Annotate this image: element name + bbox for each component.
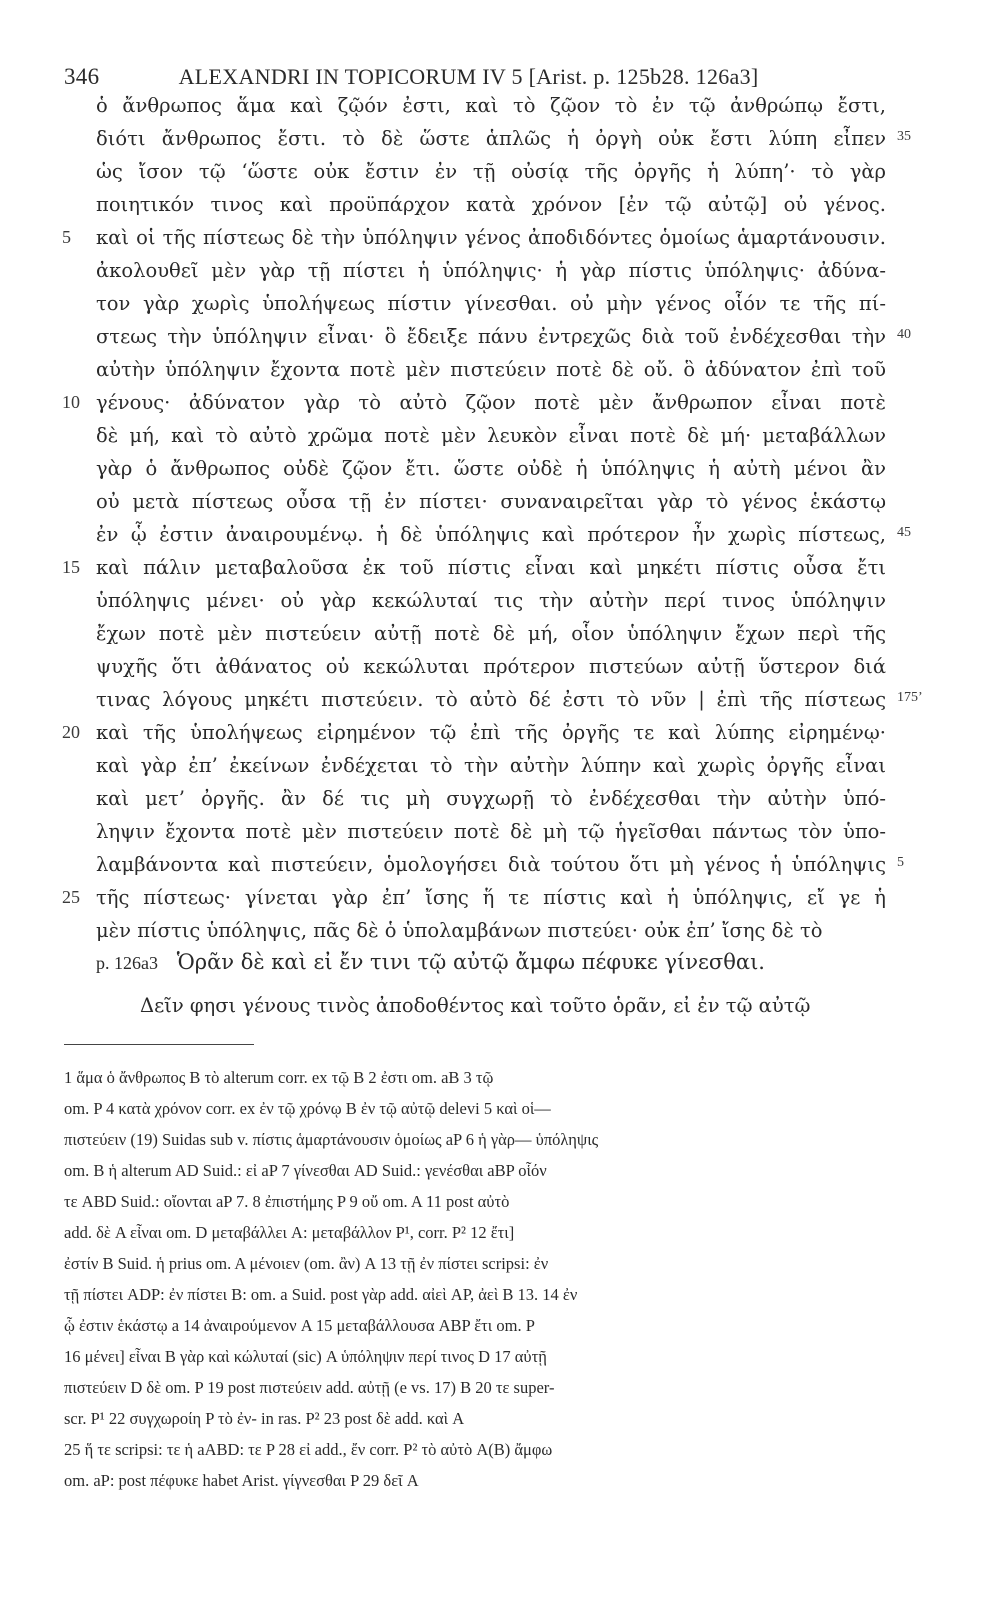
text-line: στεως τὴν ὑπόληψιν εἶναι· ὃ ἔδειξε πάνυ ἐντρεχῶς διὰ τοῦ ἐνδέχεσθαι τὴν [96, 325, 886, 348]
lemma-reference: p. 126a3 [96, 953, 158, 973]
text-line: διότι ἄνθρωπος ἔστι. τὸ δὲ ὥστε ἁπλῶς ἡ ὀργὴ οὐκ ἔστι λύπη εἶπεν [96, 127, 886, 150]
text-line: δὲ μή, καὶ τὸ αὐτὸ χρῶμα ποτὲ μὲν λευκὸν εἶναι ποτὲ δὲ μή· μεταβάλλων [96, 424, 886, 447]
page-number: 346 [64, 64, 100, 89]
margin-number: 45 [897, 525, 911, 540]
text-line: ὁ ἄνθρωπος ἅμα καὶ ζῷόν ἐστι, καὶ τὸ ζῷον τὸ ἐν τῷ ἀνθρώπῳ ἔστι, [96, 94, 886, 117]
margin-number: 40 [897, 327, 911, 342]
text-line: λαμβάνοντα καὶ πιστεύειν, ὁμολογήσει διὰ τούτου ὅτι μὴ γένος ἡ ὑπόληψις [96, 853, 886, 876]
text-line: ληψιν ἔχοντα ποτὲ μὲν πιστεύειν ποτὲ δὲ μὴ τῷ ἡγεῖσθαι πάντως τὸν ὑπο- [96, 820, 886, 843]
apparatus-line: τῇ πίστει ADP: ἐν πίστει B: om. a Suid. post γὰρ add. αἰεὶ AP, ἀεὶ B 13. 14 ἐν [64, 1285, 578, 1304]
text-line: τινας λόγους μηκέτι πιστεύειν. τὸ αὐτὸ δέ ἐστι τὸ νῦν | ἐπὶ τῆς πίστεως [96, 688, 886, 711]
apparatus-line: om. aP: post πέφυκε habet Arist. γίγνεσθαι P 29 δεῖ A [64, 1471, 419, 1490]
text-line: καὶ τῆς ὑπολήψεως εἰρημένον τῷ ἐπὶ τῆς ὀργῆς τε καὶ λύπης εἰρημένῳ· [96, 721, 886, 744]
text-line: καὶ γὰρ ἐπ’ ἐκείνων ἐνδέχεται τὸ τὴν αὐτὴν λύπην καὶ χωρὶς ὀργῆς εἶναι [96, 754, 886, 777]
text-line: ποιητικόν τινος καὶ προϋπάρχον κατὰ χρόνον [ἐν τῷ αὐτῷ] οὐ γένος. [96, 193, 886, 216]
text-line: γένους· ἀδύνατον γὰρ τὸ αὐτὸ ζῷον ποτὲ μὲν ἄνθρωπον εἶναι ποτὲ [96, 391, 886, 414]
text-line: ὑπόληψις μένει· οὐ γὰρ κεκώλυταί τις τὴν αὐτὴν περί τινος ὑπόληψιν [96, 589, 886, 612]
text-line: μὲν πίστις ὑπόληψις, πᾶς δὲ ὁ ὑπολαμβάνων πιστεύει· οὐκ ἐπ’ ἴσης δὲ τὸ [96, 919, 823, 942]
text-line: αὐτὴν ὑπόληψιν ἔχοντα ποτὲ μὲν πιστεύειν ποτὲ δὲ οὔ. ὃ ἀδύνατον ἐπὶ τοῦ [96, 358, 886, 381]
text-line: τον γὰρ χωρὶς ὑπολήψεως πίστιν γίνεσθαι. οὐ μὴν γένος οἷόν τε τῆς πί- [96, 292, 886, 315]
apparatus-line: ἐστίν B Suid. ἡ prius om. A μένοιεν (om. ἂν) A 13 τῇ ἐν πίστει scripsi: ἐν [64, 1254, 549, 1273]
apparatus-line: add. δὲ A εἶναι om. D μεταβάλλει A: μεταβάλλον P¹, corr. P² 12 ἔτι] [64, 1223, 515, 1242]
text-line: ἐν ᾧ ἐστιν ἀναιρουμένῳ. ἡ δὲ ὑπόληψις καὶ πρότερον ἦν χωρὶς πίστεως, [96, 523, 886, 546]
margin-number: 175’ [897, 690, 923, 705]
lemma-text: Ὁρᾶν δὲ καὶ εἰ ἔν τινι τῷ αὐτῷ ἄμφω πέφυκε γίνεσθαι. [176, 950, 765, 974]
text-line: οὐ μετὰ πίστεως οὖσα τῇ ἐν πίστει· συναναιρεῖται γὰρ τὸ γένος ἑκάστῳ [96, 490, 886, 513]
text-line: καὶ οἱ τῆς πίστεως δὲ τὴν ὑπόληψιν γένος ἀποδιδόντες ὁμοίως ἁμαρτάνουσιν. [96, 226, 886, 249]
margin-number: 5 [897, 855, 904, 870]
running-header [64, 64, 864, 90]
apparatus-line: 1 ἅμα ὁ ἄνθρωπος B τὸ alterum corr. ex τῷ B 2 ἐστι om. aB 3 τῷ [64, 1068, 494, 1087]
text-line: ψυχῆς ὅτι ἀθάνατος οὐ κεκώλυται πρότερον πιστεύων αὐτῇ ὕστερον διά [96, 655, 886, 678]
text-line: τῆς πίστεως· γίνεται γὰρ ἐπ’ ἴσης ἥ τε πίστις καὶ ἡ ὑπόληψις, εἴ γε ἡ [96, 886, 886, 909]
running-title: ALEXANDRI IN TOPICORUM IV 5 [Arist. p. 125b28. 126a3] [178, 64, 759, 89]
line-number: 15 [62, 557, 80, 577]
line-number: 20 [62, 722, 80, 742]
apparatus-line: scr. P¹ 22 συγχωροίη P τὸ ἐν- in ras. P² 23 post δὲ add. καὶ A [64, 1409, 465, 1428]
lemma [96, 950, 896, 974]
apparatus-line: om. B ἡ alterum AD Suid.: εἰ aP 7 γίνεσθαι AD Suid.: γενέσθαι aBP οἷόν [64, 1161, 547, 1180]
lemma-continuation: Δεῖν φησι γένους τινὸς ἀποδοθέντος καὶ τοῦτο ὁρᾶν, εἰ ἐν τῷ αὐτῷ [140, 994, 811, 1017]
line-number: 10 [62, 392, 80, 412]
apparatus-line: 16 μένει] εἶναι B γὰρ καὶ κώλυταί (sic) A ὑπόληψιν περί τινος D 17 αὐτῇ [64, 1347, 547, 1366]
apparatus-line: ᾧ ἐστιν ἑκάστῳ a 14 ἀναιρούμενον A 15 μεταβάλλουσα ABP ἔτι om. P [64, 1316, 535, 1335]
text-line: καὶ μετ’ ὀργῆς. ἂν δέ τις μὴ συγχωρῇ τὸ ἐνδέχεσθαι τὴν αὐτὴν ὑπό- [96, 787, 886, 810]
apparatus-line: τε ABD Suid.: οἴονται aP 7. 8 ἐπιστήμης P 9 οὔ om. A 11 post αὐτὸ [64, 1192, 510, 1211]
footnote-rule [64, 1044, 254, 1045]
apparatus-line: πιστεύειν D δὲ om. P 19 post πιστεύειν add. αὐτῇ (e vs. 17) B 20 τε super- [64, 1378, 555, 1397]
apparatus-line: om. P 4 κατὰ χρόνον corr. ex ἐν τῷ χρόνῳ B ἐν τῷ αὐτῷ delevi 5 καὶ οἱ— [64, 1099, 551, 1118]
text-line: ὡς ἴσον τῷ ‘ὥστε οὐκ ἔστιν ἐν τῇ οὐσίᾳ τῆς ὀργῆς ἡ λύπη’· τὸ γὰρ [96, 160, 886, 183]
apparatus-line: 25 ἥ τε scripsi: τε ἡ aABD: τε P 28 εἰ add., ἔν corr. P² τὸ αὐτὸ A(B) ἄμφω [64, 1440, 553, 1459]
text-line: γὰρ ὁ ἄνθρωπος οὐδὲ ζῷον ἔτι. ὥστε οὐδὲ ἡ ὑπόληψις ἡ αὐτὴ μένοι ἂν [96, 457, 886, 480]
text-line: ἀκολουθεῖ μὲν γὰρ τῇ πίστει ἡ ὑπόληψις· ἡ γὰρ πίστις ὑπόληψις· ἀδύνα- [96, 259, 886, 282]
line-number: 5 [62, 227, 71, 247]
text-line: καὶ πάλιν μεταβαλοῦσα ἐκ τοῦ πίστις εἶναι καὶ μηκέτι πίστις οὖσα ἔτι [96, 556, 886, 579]
apparatus-line: πιστεύειν (19) Suidas sub v. πίστις ἁμαρτάνουσιν ὁμοίως aP 6 ἡ γὰρ— ὑπόληψις [64, 1130, 599, 1149]
text-line: ἔχων ποτὲ μὲν πιστεύειν αὐτῇ ποτὲ δὲ μή, οἷον ὑπόληψιν ἔχων περὶ τῆς [96, 622, 886, 645]
margin-number: 35 [897, 129, 911, 144]
line-number: 25 [62, 887, 80, 907]
